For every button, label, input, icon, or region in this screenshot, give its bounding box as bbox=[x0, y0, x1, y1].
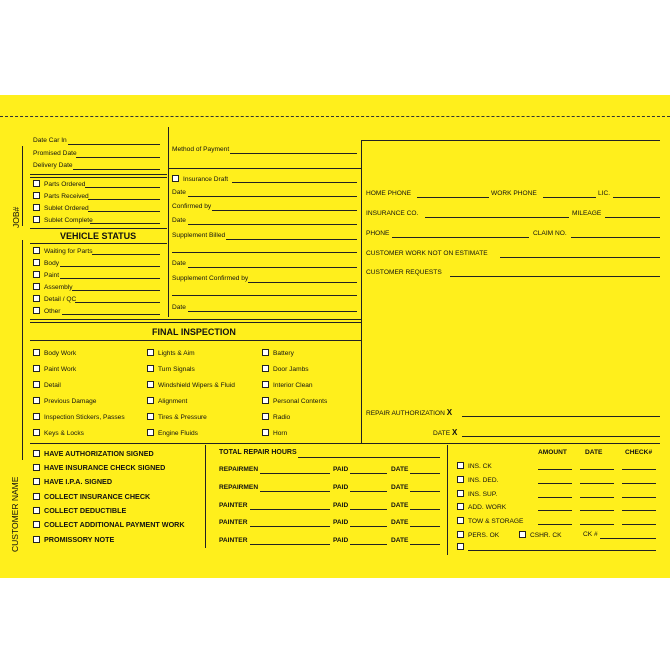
checkbox-icon bbox=[33, 521, 40, 528]
hours-row-date: DATE bbox=[391, 537, 409, 544]
status-body[interactable]: Body bbox=[33, 259, 59, 268]
total-repair-hours-line[interactable] bbox=[298, 457, 440, 458]
checkbox-icon bbox=[33, 478, 40, 485]
fi-tires[interactable]: Tires & Pressure bbox=[147, 413, 207, 422]
supplement-confirmed-label: Supplement Confirmed by bbox=[172, 275, 249, 282]
checkbox-icon bbox=[262, 429, 269, 436]
pay-ck-no-label: CK # bbox=[583, 531, 598, 538]
pay-line bbox=[580, 469, 614, 470]
checkbox-icon bbox=[147, 397, 154, 404]
checkbox-icon bbox=[33, 493, 40, 500]
checkbox-icon bbox=[147, 429, 154, 436]
home-phone-label: HOME PHONE bbox=[366, 190, 412, 197]
check-additional-payment[interactable]: COLLECT ADDITIONAL PAYMENT WORK bbox=[33, 521, 185, 529]
col-check: CHECK# bbox=[625, 449, 653, 456]
parts-ordered[interactable]: Parts Ordered bbox=[33, 180, 85, 189]
check-promissory-note[interactable]: PROMISSORY NOTE bbox=[33, 536, 114, 544]
status-assembly[interactable]: Assembly bbox=[33, 283, 73, 292]
vehicle-status-title: VEHICLE STATUS bbox=[60, 231, 137, 241]
parts-ordered-line bbox=[85, 187, 160, 188]
flap-dashed-line bbox=[0, 116, 670, 117]
checkbox-icon bbox=[33, 464, 40, 471]
status-other[interactable]: Other bbox=[33, 307, 61, 316]
date-label: DATE X bbox=[433, 428, 458, 437]
checkbox-icon bbox=[457, 503, 464, 510]
sublet-ordered-line bbox=[88, 211, 160, 212]
checkbox-icon bbox=[457, 531, 464, 538]
checkbox-icon bbox=[262, 349, 269, 356]
pay-pers-ok[interactable]: PERS. OK bbox=[457, 531, 499, 540]
col-divider-1 bbox=[168, 127, 169, 317]
sublet-complete-line bbox=[90, 223, 160, 224]
payment-date-2-line[interactable] bbox=[188, 224, 357, 225]
lic-label: LIC. bbox=[598, 190, 611, 197]
method-of-payment-line[interactable] bbox=[230, 153, 357, 154]
mileage-line[interactable] bbox=[605, 217, 660, 218]
fi-battery[interactable]: Battery bbox=[262, 349, 294, 358]
check-authorization[interactable]: HAVE AUTHORIZATION SIGNED bbox=[33, 450, 154, 458]
lower-divider-2 bbox=[447, 445, 448, 555]
col-date: DATE bbox=[585, 449, 603, 456]
lic-line[interactable] bbox=[613, 197, 660, 198]
col-divider-2 bbox=[361, 140, 362, 443]
fi-interior-clean[interactable]: Interior Clean bbox=[262, 381, 313, 390]
insurance-draft-line bbox=[232, 182, 357, 183]
hours-row-line[interactable] bbox=[250, 544, 330, 545]
total-repair-hours-label: TOTAL REPAIR HOURS bbox=[219, 449, 297, 456]
fi-radio[interactable]: Radio bbox=[262, 413, 290, 422]
work-phone-label: WORK PHONE bbox=[491, 190, 537, 197]
hours-row-paid: PAID bbox=[333, 484, 349, 491]
checkbox-icon bbox=[147, 349, 154, 356]
hours-row-date-line[interactable] bbox=[410, 544, 440, 545]
status-line bbox=[72, 290, 160, 291]
checkbox-icon bbox=[33, 536, 40, 543]
checkbox-icon bbox=[33, 381, 40, 388]
checkbox-icon bbox=[33, 283, 40, 290]
vehicle-status-top-line bbox=[30, 228, 167, 229]
fi-detail[interactable]: Detail bbox=[33, 381, 61, 390]
hours-row-date-line[interactable] bbox=[410, 509, 440, 510]
checkbox-icon bbox=[147, 413, 154, 420]
dates-divider-2 bbox=[30, 177, 167, 178]
repair-authorization-label: REPAIR AUTHORIZATION X bbox=[366, 408, 453, 417]
dates-divider bbox=[30, 174, 167, 175]
customer-name-label: CUSTOMER NAME bbox=[10, 476, 20, 552]
left-block-bottom-line bbox=[30, 319, 361, 320]
pay-line bbox=[538, 497, 572, 498]
status-waiting-for-parts[interactable]: Waiting for Parts bbox=[33, 247, 93, 256]
supplement-confirmed-extra-line bbox=[172, 295, 357, 296]
checkbox-icon bbox=[33, 216, 40, 223]
hours-row-role: PAINTER bbox=[219, 502, 248, 509]
check-collect-deductible[interactable]: COLLECT DEDUCTIBLE bbox=[33, 507, 126, 515]
phone-line[interactable] bbox=[392, 237, 529, 238]
checkbox-icon bbox=[33, 180, 40, 187]
checkbox-icon bbox=[33, 247, 40, 254]
job-label: JOB# bbox=[11, 206, 21, 228]
pay-line bbox=[580, 497, 614, 498]
method-of-payment-label: Method of Payment bbox=[172, 146, 230, 153]
repair-authorization-line[interactable] bbox=[462, 416, 660, 417]
sublet-ordered[interactable]: Sublet Ordered bbox=[33, 204, 89, 213]
customer-requests-line[interactable] bbox=[450, 276, 660, 277]
work-not-on-estimate-label: CUSTOMER WORK NOT ON ESTIMATE bbox=[366, 250, 488, 257]
checkbox-icon bbox=[33, 295, 40, 302]
supplement-extra-line bbox=[172, 252, 357, 253]
pay-line bbox=[580, 524, 614, 525]
checkbox-icon bbox=[519, 531, 526, 538]
check-insurance-signed[interactable]: HAVE INSURANCE CHECK SIGNED bbox=[33, 464, 165, 472]
pay-blank-line[interactable] bbox=[468, 550, 656, 551]
hours-row-line[interactable] bbox=[260, 491, 330, 492]
fi-door-jambs[interactable]: Door Jambs bbox=[262, 365, 309, 374]
checkbox-icon bbox=[457, 543, 464, 550]
payment-date-4: Date bbox=[172, 304, 186, 311]
hours-row-role: PAINTER bbox=[219, 537, 248, 544]
pay-tow-storage[interactable]: TOW & STORAGE bbox=[457, 517, 523, 526]
pay-ins-ded[interactable]: INS. DED. bbox=[457, 476, 498, 485]
payment-date-3-line[interactable] bbox=[188, 267, 357, 268]
pay-ins-sup[interactable]: INS. SUP. bbox=[457, 490, 497, 499]
pay-line bbox=[538, 483, 572, 484]
checkbox-icon bbox=[33, 397, 40, 404]
checkbox-icon bbox=[33, 192, 40, 199]
hours-row-date: DATE bbox=[391, 502, 409, 509]
status-line bbox=[60, 266, 160, 267]
pay-cshr-ck[interactable]: CSHR. CK bbox=[519, 531, 562, 540]
status-detail-qc[interactable]: Detail / QC bbox=[33, 295, 76, 304]
pay-line bbox=[538, 524, 572, 525]
customer-requests-label: CUSTOMER REQUESTS bbox=[366, 269, 442, 276]
final-inspection-top-line bbox=[30, 322, 361, 323]
status-line bbox=[62, 314, 160, 315]
fi-alignment[interactable]: Alignment bbox=[147, 397, 187, 406]
checkbox-icon bbox=[262, 365, 269, 372]
fi-paint-work[interactable]: Paint Work bbox=[33, 365, 76, 374]
status-paint[interactable]: Paint bbox=[33, 271, 59, 280]
checkbox-icon bbox=[457, 517, 464, 524]
hours-row-paid-line[interactable] bbox=[350, 491, 387, 492]
mileage-label: MILEAGE bbox=[572, 210, 602, 217]
checkbox-icon bbox=[147, 381, 154, 388]
check-collect-insurance[interactable]: COLLECT INSURANCE CHECK bbox=[33, 493, 150, 501]
pay-add-work[interactable]: ADD. WORK bbox=[457, 503, 506, 512]
hours-row-date: DATE bbox=[391, 519, 409, 526]
claim-no-line[interactable] bbox=[571, 237, 660, 238]
supplement-billed-line[interactable] bbox=[226, 239, 357, 240]
payment-date-4-line[interactable] bbox=[188, 311, 357, 312]
hours-row-role: REPAIRMEN bbox=[219, 484, 259, 491]
customer-info-top-line bbox=[361, 140, 660, 141]
hours-row-date-line[interactable] bbox=[410, 473, 440, 474]
pay-line bbox=[622, 510, 656, 511]
supplement-confirmed-line[interactable] bbox=[248, 282, 357, 283]
lower-divider-1 bbox=[205, 445, 206, 548]
hours-row-paid: PAID bbox=[333, 537, 349, 544]
vehicle-status-bottom-line bbox=[30, 243, 167, 244]
hours-row-date-line[interactable] bbox=[410, 491, 440, 492]
customer-side-line bbox=[22, 240, 23, 460]
hours-row-paid-line[interactable] bbox=[350, 544, 387, 545]
mid-section-line bbox=[30, 443, 660, 444]
hours-row-date-line[interactable] bbox=[410, 526, 440, 527]
hours-row-line[interactable] bbox=[250, 526, 330, 527]
payment-divider bbox=[168, 168, 361, 169]
pay-line bbox=[580, 510, 614, 511]
checkbox-icon bbox=[262, 381, 269, 388]
hours-row-role: PAINTER bbox=[219, 519, 248, 526]
fi-inspection-stickers[interactable]: Inspection Stickers, Passes bbox=[33, 413, 125, 422]
hours-row-paid: PAID bbox=[333, 502, 349, 509]
delivery-date-line[interactable] bbox=[73, 169, 160, 170]
fi-horn[interactable]: Horn bbox=[262, 429, 287, 438]
insurance-draft[interactable]: Insurance Draft bbox=[172, 175, 228, 184]
checkbox-icon bbox=[33, 507, 40, 514]
checkbox-icon bbox=[33, 271, 40, 278]
hours-row-date: DATE bbox=[391, 484, 409, 491]
fi-turn-signals[interactable]: Turn Signals bbox=[147, 365, 195, 374]
promised-date-label: Promised Date bbox=[33, 150, 77, 157]
checkbox-icon bbox=[33, 429, 40, 436]
pay-line bbox=[580, 483, 614, 484]
payment-date-1-line[interactable] bbox=[188, 196, 357, 197]
pay-line bbox=[538, 510, 572, 511]
pay-line bbox=[622, 469, 656, 470]
insurance-co-label: INSURANCE CO. bbox=[366, 210, 419, 217]
work-not-on-estimate-line[interactable] bbox=[500, 257, 660, 258]
confirmed-by-line[interactable] bbox=[212, 210, 357, 211]
checkbox-icon bbox=[33, 450, 40, 457]
claim-no-label: CLAIM NO. bbox=[533, 230, 567, 237]
pay-line bbox=[538, 469, 572, 470]
promised-date-line[interactable] bbox=[76, 157, 160, 158]
fi-body-work[interactable]: Body Work bbox=[33, 349, 76, 358]
check-ipa-signed[interactable]: HAVE I.P.A. SIGNED bbox=[33, 478, 112, 486]
payment-date-1: Date bbox=[172, 189, 186, 196]
supplement-billed-label: Supplement Billed bbox=[172, 232, 226, 239]
status-line bbox=[60, 278, 160, 279]
pay-ck-no-line[interactable] bbox=[600, 538, 656, 539]
checkbox-icon bbox=[172, 175, 179, 182]
phone-label: PHONE bbox=[366, 230, 390, 237]
sublet-complete[interactable]: Sublet Complete bbox=[33, 216, 93, 225]
fi-previous-damage[interactable]: Previous Damage bbox=[33, 397, 96, 406]
hours-row-paid: PAID bbox=[333, 466, 349, 473]
hours-row-paid-line[interactable] bbox=[350, 509, 387, 510]
final-inspection-title-line bbox=[30, 340, 361, 341]
fi-windshield[interactable]: Windshield Wipers & Fluid bbox=[147, 381, 235, 390]
parts-received[interactable]: Parts Received bbox=[33, 192, 89, 201]
status-line bbox=[92, 254, 160, 255]
fi-engine-fluids[interactable]: Engine Fluids bbox=[147, 429, 198, 438]
pay-ins-ck[interactable]: INS. CK bbox=[457, 462, 492, 471]
hours-row-paid-line[interactable] bbox=[350, 526, 387, 527]
pay-line bbox=[622, 483, 656, 484]
payment-date-2: Date bbox=[172, 217, 186, 224]
final-inspection-title: FINAL INSPECTION bbox=[152, 327, 236, 337]
hours-row-paid: PAID bbox=[333, 519, 349, 526]
hours-row-role: REPAIRMEN bbox=[219, 466, 259, 473]
work-phone-line[interactable] bbox=[543, 197, 596, 198]
checkbox-icon bbox=[33, 413, 40, 420]
checkbox-icon bbox=[147, 365, 154, 372]
hours-row-paid-line[interactable] bbox=[350, 473, 387, 474]
checkbox-icon bbox=[457, 462, 464, 469]
fi-personal-contents[interactable]: Personal Contents bbox=[262, 397, 327, 406]
parts-received-line bbox=[88, 199, 160, 200]
checkbox-icon bbox=[33, 204, 40, 211]
checkbox-icon bbox=[457, 476, 464, 483]
hours-row-date: DATE bbox=[391, 466, 409, 473]
checkbox-icon bbox=[33, 259, 40, 266]
checkbox-icon bbox=[457, 490, 464, 497]
pay-blank[interactable] bbox=[457, 543, 468, 552]
status-line bbox=[75, 302, 160, 303]
date-signature-line[interactable] bbox=[462, 436, 660, 437]
hours-row-line[interactable] bbox=[260, 473, 330, 474]
job-side-line bbox=[22, 146, 23, 226]
insurance-co-line[interactable] bbox=[425, 217, 569, 218]
checkbox-icon bbox=[33, 349, 40, 356]
checkbox-icon bbox=[33, 365, 40, 372]
delivery-date-label: Delivery Date bbox=[33, 162, 73, 169]
checkbox-icon bbox=[262, 413, 269, 420]
fi-lights-aim[interactable]: Lights & Aim bbox=[147, 349, 195, 358]
checkbox-icon bbox=[262, 397, 269, 404]
fi-keys-locks[interactable]: Keys & Locks bbox=[33, 429, 84, 438]
date-car-in-label: Date Car In bbox=[33, 137, 67, 144]
col-amount: AMOUNT bbox=[538, 449, 567, 456]
pay-line bbox=[622, 497, 656, 498]
date-car-in-line[interactable] bbox=[68, 144, 160, 145]
payment-date-3: Date bbox=[172, 260, 186, 267]
checkbox-icon bbox=[33, 307, 40, 314]
hours-row-line[interactable] bbox=[250, 509, 330, 510]
pay-line bbox=[622, 524, 656, 525]
home-phone-line[interactable] bbox=[417, 197, 489, 198]
confirmed-by-label: Confirmed by bbox=[172, 203, 212, 210]
